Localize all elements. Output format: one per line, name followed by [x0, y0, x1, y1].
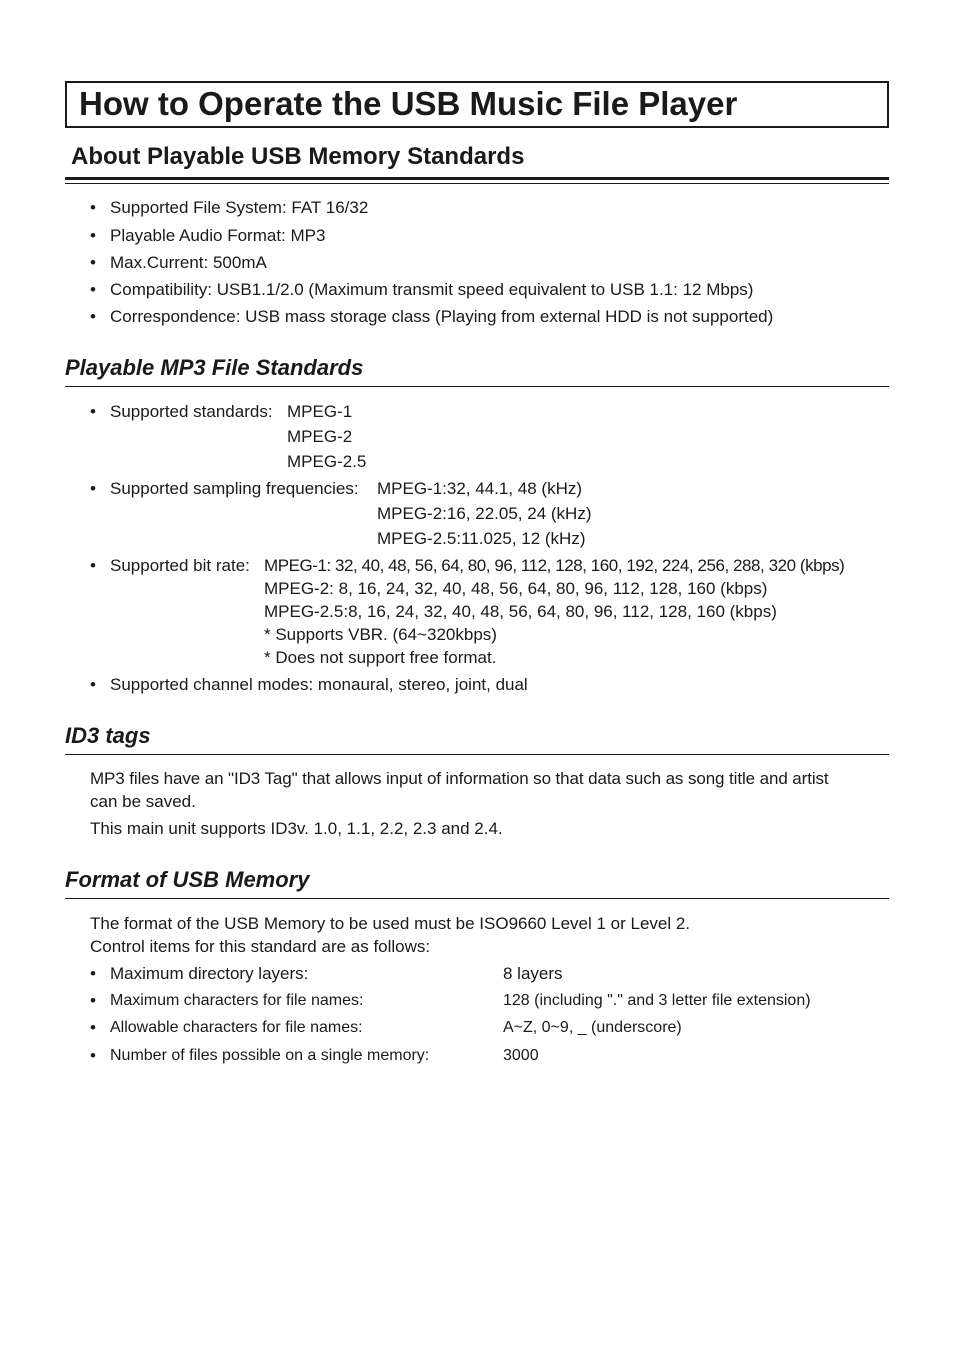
- bitrate-label: Supported bit rate:: [110, 556, 250, 575]
- bullet: •: [90, 253, 96, 272]
- sampling-value: MPEG-1:32, 44.1, 48 (kHz): [377, 479, 583, 498]
- list-item: Supported File System: FAT 16/32: [110, 198, 369, 217]
- page-title: How to Operate the USB Music File Player: [79, 85, 738, 122]
- id3-heading: ID3 tags: [65, 723, 151, 748]
- list-item: Compatibility: USB1.1/2.0 (Maximum transmit speed equivalent to USB 1.1: 12 Mbps): [110, 280, 754, 299]
- sampling-value: MPEG-2.5:11.025, 12 (kHz): [377, 529, 586, 548]
- standards-value: MPEG-2.5: [287, 452, 367, 471]
- format-item-label: Maximum directory layers:: [110, 964, 309, 983]
- format-item-value: 128 (including "." and 3 letter file extension): [503, 992, 811, 1009]
- bitrate-value: MPEG-2: 8, 16, 24, 32, 40, 48, 56, 64, 80, 96, 112, 128, 160 (kbps): [264, 579, 768, 598]
- channel-modes: Supported channel modes: monaural, stereo, joint, dual: [110, 675, 528, 694]
- bitrate-note: * Does not support free format.: [264, 648, 497, 667]
- id3-rule: [65, 754, 889, 755]
- standards-label: Supported standards:: [110, 402, 273, 421]
- mp3-rule: [65, 386, 889, 387]
- bullet: •: [90, 991, 96, 1010]
- format-item-label: Allowable characters for file names:: [110, 1019, 363, 1036]
- bullet: •: [90, 1018, 96, 1037]
- title-box: [65, 81, 889, 128]
- format-item-value: 3000: [503, 1047, 539, 1064]
- bullet: •: [90, 964, 96, 983]
- format-item-value: 8 layers: [503, 964, 563, 983]
- list-item: Max.Current: 500mA: [110, 253, 267, 272]
- format-item-label: Maximum characters for file names:: [110, 992, 364, 1009]
- id3-paragraph: MP3 files have an "ID3 Tag" that allows input of information so that data such as song title and artist: [90, 769, 829, 788]
- sampling-label: Supported sampling frequencies:: [110, 479, 359, 498]
- standards-value: MPEG-2: [287, 427, 353, 446]
- id3-paragraph: can be saved.: [90, 792, 196, 811]
- bullet: •: [90, 675, 96, 694]
- mp3-heading: Playable MP3 File Standards: [65, 355, 364, 380]
- list-item: Correspondence: USB mass storage class (Playing from external HDD is not supported): [110, 307, 774, 326]
- section-rule-thick: [65, 177, 889, 180]
- format-intro: The format of the USB Memory to be used must be ISO9660 Level 1 or Level 2.: [90, 914, 691, 933]
- bullet: •: [90, 1046, 96, 1065]
- bullet: •: [90, 307, 96, 326]
- section-heading: About Playable USB Memory Standards: [71, 143, 525, 170]
- bullet: •: [90, 402, 96, 421]
- section-rule-thin: [65, 183, 889, 184]
- bitrate-value: MPEG-2.5:8, 16, 24, 32, 40, 48, 56, 64, 80, 96, 112, 128, 160 (kbps): [264, 602, 777, 621]
- standards-value: MPEG-1: [287, 402, 353, 421]
- bullet: •: [90, 226, 96, 245]
- bullet: •: [90, 198, 96, 217]
- id3-support: This main unit supports ID3v. 1.0, 1.1, 2.2, 2.3 and 2.4.: [90, 819, 503, 838]
- list-item: Playable Audio Format: MP3: [110, 226, 326, 245]
- sampling-value: MPEG-2:16, 22.05, 24 (kHz): [377, 504, 592, 523]
- format-rule: [65, 898, 889, 899]
- bullet: •: [90, 556, 96, 575]
- bullet: •: [90, 479, 96, 498]
- format-item-label: Number of files possible on a single memory:: [110, 1047, 430, 1064]
- bullet: •: [90, 280, 96, 299]
- bitrate-value: MPEG-1: 32, 40, 48, 56, 64, 80, 96, 112, 128, 160, 192, 224, 256, 288, 320 (kbps): [264, 556, 845, 575]
- bitrate-note: * Supports VBR. (64~320kbps): [264, 625, 497, 644]
- format-heading: Format of USB Memory: [65, 867, 310, 892]
- format-item-value: A~Z, 0~9, _ (underscore): [503, 1019, 682, 1036]
- format-intro: Control items for this standard are as follows:: [90, 937, 431, 956]
